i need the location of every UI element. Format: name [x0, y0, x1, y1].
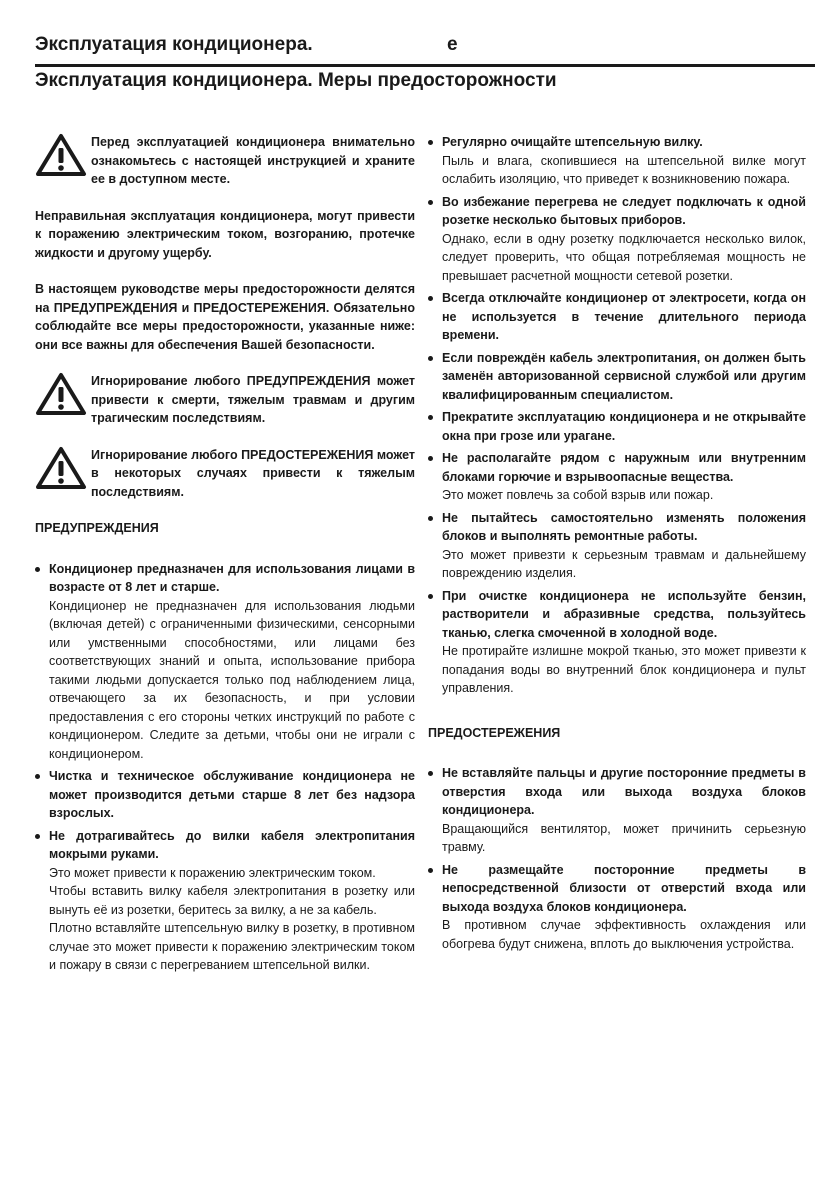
bullet-body: Не протирайте излишне мокрой тканью, это может привезти к попадания воды во внутренний блок кондиционера и пульт управления.	[442, 644, 806, 695]
bullet-title: Если повреждён кабель электропитания, он должен быть заменён авторизованной сервисной службой или другим квалифицированным специалистом.	[442, 350, 806, 402]
intro-warning	[35, 133, 415, 189]
bullet-body: Это может привести к поражению электрическим током. Чтобы вставить вилку кабеля электропитания в розетку или вынуть её из розетки, беритесь за вилку, а не за кабель. Плотно вставляйте штепсельную вилку в розетку, в противном случае это может привести к поражению электрическим током и пожару в связи с перегреванием штепсельной вилки.	[49, 865, 415, 972]
list-item	[428, 861, 806, 954]
bullet-dot	[428, 140, 433, 145]
bullet-body: Вращающийся вентилятор, может причинить серьезную травму.	[442, 821, 806, 854]
bullet-dot	[428, 868, 433, 873]
bullet-title: Не вставляйте пальцы и другие посторонние предметы в отверстия входа или выхода воздуха блоков кондиционера.	[442, 766, 806, 817]
warning-note	[35, 372, 415, 428]
page-header	[35, 34, 815, 56]
page-title: Эксплуатация кондиционера. Меры предосторожности	[35, 70, 557, 91]
list-item	[428, 509, 806, 583]
list-item	[428, 408, 806, 445]
bullet-dot	[35, 774, 40, 779]
warnings-list	[35, 560, 415, 975]
warning-triangle-icon	[35, 133, 87, 177]
cautions-list	[428, 764, 806, 953]
bullet-title: При очистке кондиционера не используйте бензин, растворители и абразивные средства, пользуйтесь тканью, слегка смоченной в холодной воде.	[442, 588, 806, 640]
bullet-body: Пыль и влага, скопившиеся на штепсельной вилке могут ослабить изоляцию, что приведет к возникновению пожара.	[442, 153, 806, 186]
bullet-body: Это может повлечь за собой взрыв или пожар.	[442, 488, 714, 502]
header-letter: е	[447, 34, 458, 55]
header-rule	[35, 64, 815, 67]
list-item	[35, 767, 415, 823]
right-column	[428, 133, 806, 957]
bullet-body: Однако, если в одну розетку подключается несколько вилок, следует проверить, что общая потребляемая мощность не превышает расчетной мощности сетевой розетки.	[442, 231, 806, 283]
bullet-title: Не располагайте рядом с наружным или внутренним блоками горючие и взрывоопасные вещества.	[442, 451, 806, 484]
list-item	[428, 587, 806, 698]
bullet-title: Регулярно очищайте штепсельную вилку.	[442, 135, 703, 149]
list-item	[428, 289, 806, 345]
bullet-title: Во избежание перегрева не следует подключать к одной розетке несколько бытовых приборов.	[442, 194, 806, 227]
categories-paragraph: В настоящем руководстве меры предосторожности делятся на ПРЕДУПРЕЖДЕНИЯ и ПРЕДОСТЕРЕЖЕНИЯ. Обязательно соблюдайте все меры предосторожности, указанные ниже: они все важны для обеспечения Вашей безопасности.	[35, 282, 415, 352]
bullet-title: Прекратите эксплуатацию кондиционера и не открывайте окна при грозе или урагане.	[442, 410, 806, 443]
bullet-body: В противном случае эффективность охлаждения или обогрева будут снижена, вплоть до выключения устройства.	[442, 918, 806, 951]
bullet-title: Всегда отключайте кондиционер от электросети, когда он не используется в течение длительного периода времени.	[442, 291, 806, 342]
bullet-dot	[428, 200, 433, 205]
bullet-dot	[428, 415, 433, 420]
warning-note-text: Игнорирование любого ПРЕДУПРЕЖДЕНИЯ может привести к смерти, тяжелым травмам и другим трагическим последствиям.	[91, 374, 415, 425]
bullet-body: Это может привезти к серьезным травмам и дальнейшему повреждению изделия.	[442, 547, 806, 580]
cautions-heading: ПРЕДОСТЕРЕЖЕНИЯ	[428, 725, 561, 740]
list-item	[428, 133, 806, 189]
bullet-dot	[428, 296, 433, 301]
intro-warning-text: Перед эксплуатацией кондиционера внимательно ознакомьтесь с настоящей инструкцией и храните ее в доступном месте.	[91, 135, 415, 186]
warning-triangle-icon	[35, 446, 87, 490]
bullet-dot	[428, 456, 433, 461]
bullet-title: Кондиционер предназначен для использования лицами в возрасте от 8 лет и старше.	[49, 561, 415, 594]
bullet-dot	[35, 834, 40, 839]
warnings-list-continued	[428, 133, 806, 698]
bullet-title: Не дотрагивайтесь до вилки кабеля электропитания мокрыми руками.	[49, 828, 415, 861]
bullet-body: Кондиционер не предназначен для использования людьми (включая детей) с ограниченными физическими, сенсорными или умственными способностями, или лицами без соответствующих знаний и опыта, использование прибора такими людьми допускается только под наблюдением лица, отвечающего за их безопасность, и при условии предоставления с его стороны четких инструкций по работе с кондиционером. Следите за детьми, чтобы они не играли с кондиционером.	[49, 598, 415, 761]
list-item	[428, 449, 806, 505]
misuse-paragraph: Неправильная эксплуатация кондиционера, могут привести к поражению электрическим током, возгоранию, протечке жидкости и другому ущербу.	[35, 208, 415, 260]
list-item	[428, 193, 806, 286]
bullet-title: Не пытайтесь самостоятельно изменять положения блоков и выполнять ремонтные работы.	[442, 510, 806, 543]
list-item	[35, 560, 415, 764]
bullet-dot	[35, 567, 40, 572]
bullet-title: Чистка и техническое обслуживание кондиционера не может производится детьми старше 8 лет без надзора взрослых.	[49, 769, 415, 820]
warning-triangle-icon	[35, 372, 87, 416]
warnings-heading: ПРЕДУПРЕЖДЕНИЯ	[35, 521, 159, 535]
bullet-dot	[428, 594, 433, 599]
bullet-dot	[428, 516, 433, 521]
list-item	[428, 349, 806, 405]
left-column	[35, 133, 415, 979]
bullet-title: Не размещайте посторонние предметы в непосредственной близости от отверстий входа или выхода воздуха блоков кондиционера.	[442, 862, 806, 914]
bullet-dot	[428, 771, 433, 776]
caution-note-text: Игнорирование любого ПРЕДОСТЕРЕЖЕНИЯ может в некоторых случаях привести к тяжелым последствиям.	[91, 447, 415, 499]
list-item	[428, 764, 806, 857]
caution-note	[35, 446, 415, 502]
header-title: Эксплуатация кондиционера.	[35, 34, 313, 55]
list-item	[35, 827, 415, 975]
bullet-dot	[428, 356, 433, 361]
